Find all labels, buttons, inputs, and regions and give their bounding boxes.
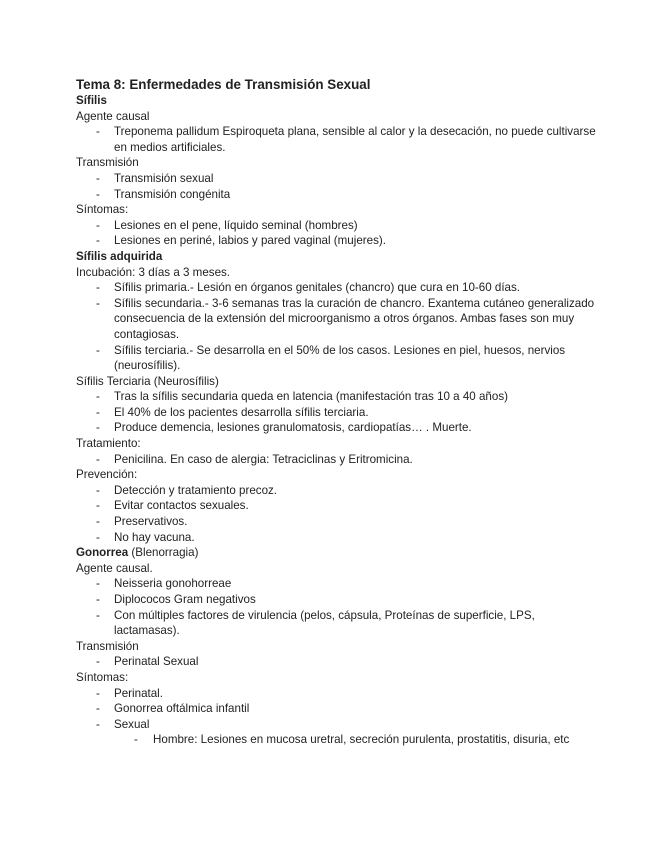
bullet-dash: - bbox=[96, 281, 100, 295]
label-agente-causal: Agente causal bbox=[76, 109, 150, 123]
list-item: - Diplococos Gram negativos bbox=[96, 593, 256, 606]
bullet-dash: - bbox=[96, 234, 100, 248]
page-title: Tema 8: Enfermedades de Transmisión Sexual bbox=[76, 77, 371, 92]
list-item: - Sífilis terciaria.- Se desarrolla en el 50% de los casos. Lesiones en piel, huesos, nervios (neurosífilis). bbox=[96, 343, 566, 373]
bullet-dash: - bbox=[96, 717, 100, 731]
sub-list-item: - Hombre: Lesiones en mucosa uretral, secreción purulenta, prostatitis, disuria, etc bbox=[134, 733, 570, 747]
list-item: - Treponema pallidum Espiroqueta plana, sensible al calor y la desecación, no puede cultivarse en medios artificiales. bbox=[96, 125, 596, 154]
list-item: - Penicilina. En caso de alergia: Tetraciclinas y Eritromicina. bbox=[96, 452, 413, 466]
list-item: - Lesiones en periné, labios y pared vaginal (mujeres). bbox=[96, 234, 386, 248]
list-item: - Perinatal Sexual bbox=[96, 655, 199, 669]
label-sintomas: Síntomas: bbox=[76, 203, 129, 217]
list-item: - Produce demencia, lesiones granulomatosis, cardiopatías… . Muerte. bbox=[96, 421, 472, 435]
bullet-dash: - bbox=[96, 187, 100, 201]
bullet-dash: - bbox=[96, 483, 100, 497]
gonorrea-heading-suffix: (Blenorragia) bbox=[128, 546, 199, 560]
list-item: - Sexual bbox=[96, 717, 150, 731]
bullet-dash: - bbox=[96, 125, 100, 139]
list-item: - El 40% de los pacientes desarrolla sífilis terciaria. bbox=[96, 405, 369, 419]
list-item: - Perinatal. bbox=[96, 686, 163, 700]
document-page bbox=[76, 76, 596, 748]
bullet-dash: - bbox=[96, 530, 100, 544]
bullet-dash: - bbox=[96, 686, 100, 700]
bullet-dash: - bbox=[96, 343, 100, 357]
label-agente-causal-gonorrea: Agente causal. bbox=[76, 561, 153, 575]
list-item: - Sífilis secundaria.- 3-6 semanas tras la curación de chancro. Exantema cutáneo generalizado consecuencia de la extensión del microorganismo a otros órganos. Ambas fases son muy contagiosas. bbox=[96, 296, 595, 341]
list-item: - Sífilis primaria.- Lesión en órganos genitales (chancro) que cura en 10-60 días. bbox=[96, 281, 521, 295]
list-item: - Transmisión sexual bbox=[96, 171, 214, 185]
bullet-dash: - bbox=[134, 733, 138, 747]
bullet-dash: - bbox=[96, 218, 100, 232]
bullet-dash: - bbox=[96, 577, 100, 591]
bullet-dash: - bbox=[96, 390, 100, 404]
bullet-dash: - bbox=[96, 702, 100, 716]
bullet-dash: - bbox=[96, 296, 100, 310]
list-item: - Detección y tratamiento precoz. bbox=[96, 483, 278, 497]
bullet-dash: - bbox=[96, 515, 100, 529]
label-sintomas-gonorrea: Síntomas: bbox=[76, 670, 129, 684]
list-item: - Tras la sífilis secundaria queda en latencia (manifestación tras 10 a 40 años) bbox=[96, 390, 508, 404]
gonorrea-heading: Gonorrea bbox=[76, 546, 129, 560]
list-item: - No hay vacuna. bbox=[96, 530, 195, 544]
bullet-dash: - bbox=[96, 452, 100, 466]
bullet-dash: - bbox=[96, 608, 100, 622]
incubacion-text: Incubación: 3 días a 3 meses. bbox=[76, 265, 231, 279]
list-item: - Lesiones en el pene, líquido seminal (hombres) bbox=[96, 218, 358, 232]
bullet-dash: - bbox=[96, 405, 100, 419]
list-item: - Transmisión congénita bbox=[96, 187, 231, 201]
list-item: - Con múltiples factores de virulencia (pelos, cápsula, Proteínas de superficie, LPS, lactamasas). bbox=[96, 608, 535, 638]
list-item: - Evitar contactos sexuales. bbox=[96, 499, 249, 513]
label-prevencion: Prevención: bbox=[76, 468, 138, 482]
section-heading-gonorrea bbox=[76, 545, 596, 561]
bullet-dash: - bbox=[96, 655, 100, 669]
list-item: - Preservativos. bbox=[96, 515, 188, 529]
bullet-dash: - bbox=[96, 499, 100, 513]
bullet-dash: - bbox=[96, 171, 100, 185]
label-transmision-gonorrea: Transmisión bbox=[76, 639, 139, 653]
label-transmision: Transmisión bbox=[76, 156, 139, 170]
list-item: - Gonorrea oftálmica infantil bbox=[96, 702, 250, 716]
label-sifilis-terciaria: Sífilis Terciaria (Neurosífilis) bbox=[76, 374, 219, 388]
section-heading-sifilis: Sífilis bbox=[76, 94, 107, 107]
bullet-dash: - bbox=[96, 593, 100, 606]
label-tratamiento: Tratamiento: bbox=[76, 437, 141, 451]
section-heading-sifilis-adquirida: Sífilis adquirida bbox=[76, 249, 163, 263]
list-item: - Neisseria gonohorreae bbox=[96, 577, 232, 591]
bullet-dash: - bbox=[96, 421, 100, 435]
